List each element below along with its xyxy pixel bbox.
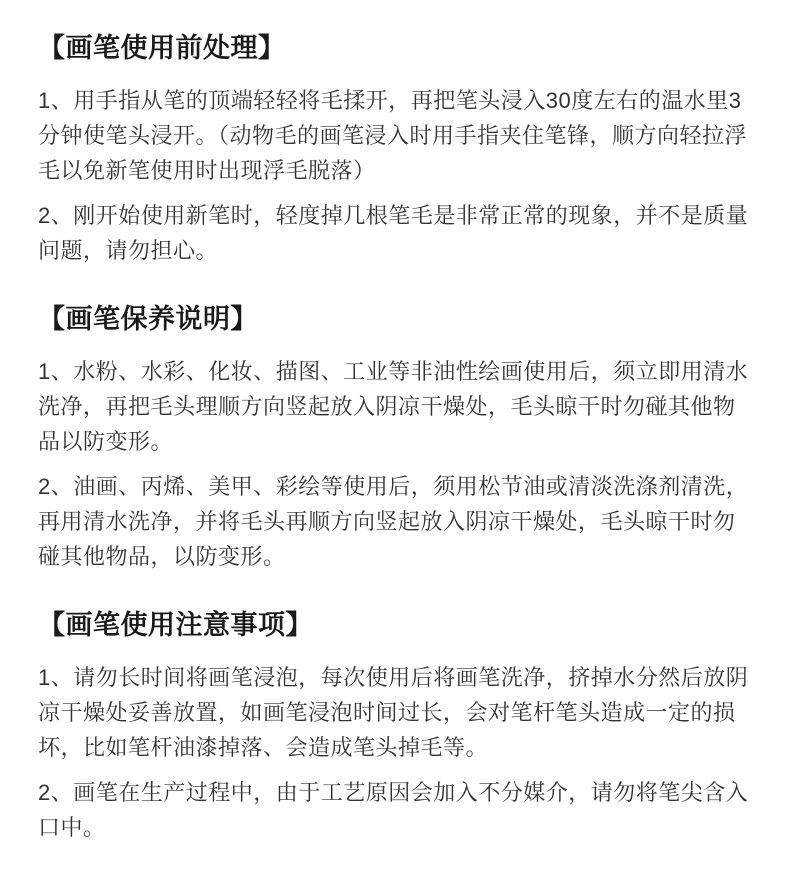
section-title-pre-use-treatment: 【画笔使用前处理】 bbox=[38, 33, 286, 63]
section-title-maintenance: 【画笔保养说明】 bbox=[38, 304, 258, 334]
paragraph: 2、油画、丙烯、美甲、彩绘等使用后，须用松节油或清淡洗涤剂清洗，再用清水洗净，并将毛头再顺方向竖起放入阴凉干燥处，毛头晾干时勿碰其他物品，以防变形。 bbox=[38, 474, 749, 569]
paragraph: 1、水粉、水彩、化妆、描图、工业等非油性绘画使用后，须立即用清水洗净，再把毛头理顺方向竖起放入阴凉干燥处，毛头晾干时勿碰其他物品以防变形。 bbox=[38, 359, 749, 454]
paragraph: 2、刚开始使用新笔时，轻度掉几根笔毛是非常正常的现象，并不是质量问题，请勿担心。 bbox=[38, 203, 749, 263]
paragraph: 1、请勿长时间将画笔浸泡，每次使用后将画笔洗净，挤掉水分然后放阴凉干燥处妥善放置，如画笔浸泡时间过长，会对笔杆笔头造成一定的损坏，比如笔杆油漆掉落、会造成笔头掉毛等。 bbox=[38, 665, 749, 760]
paragraph: 2、画笔在生产过程中，由于工艺原因会加入不分媒介，请勿将笔尖含入口中。 bbox=[38, 780, 749, 840]
paragraph: 1、用手指从笔的顶端轻轻将毛揉开，再把笔头浸入30度左右的温水里3分钟使笔头浸开。（动物毛的画笔浸入时用手指夹住笔锋，顺方向轻拉浮毛以免新笔使用时出现浮毛脱落） bbox=[38, 88, 748, 183]
section-title-usage-precautions: 【画笔使用注意事项】 bbox=[38, 610, 313, 640]
section-pre-use-treatment bbox=[38, 30, 757, 268]
section-usage-precautions bbox=[38, 607, 757, 845]
section-maintenance bbox=[38, 301, 757, 574]
